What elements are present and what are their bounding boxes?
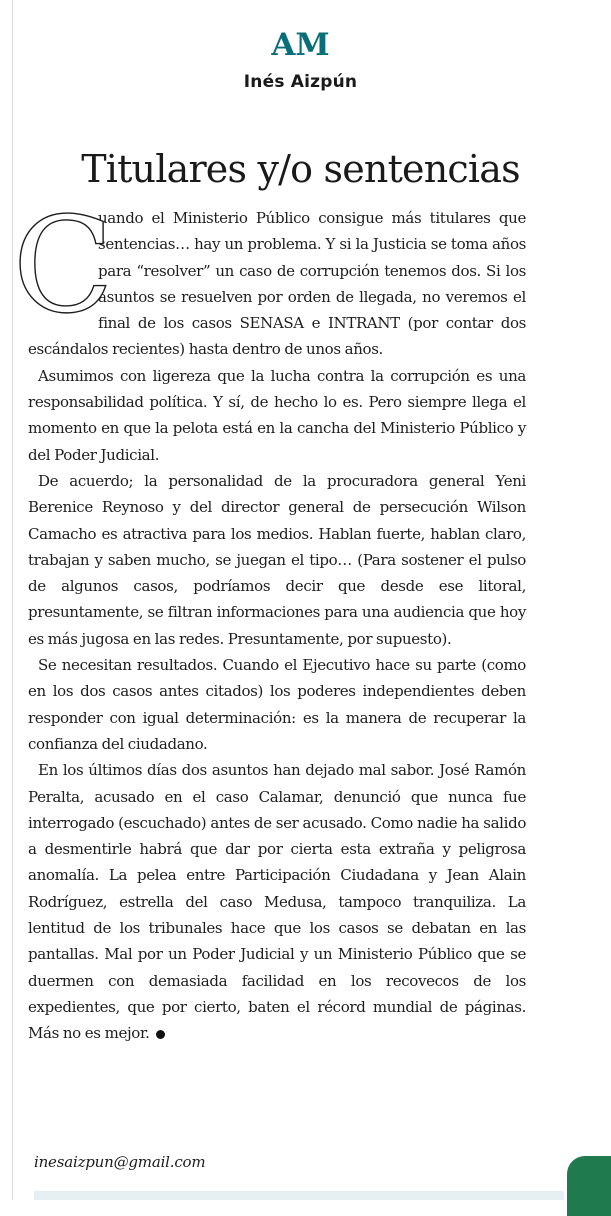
author-name: Inés Aizpún: [243, 72, 358, 92]
dropcap-letter: C: [12, 189, 114, 343]
paragraph-4: Se necesitan resultados. Cuando el Ejecutivo hace su parte (como en los dos casos antes citados) los poderes independientes deben responder con igual determinación: es la manera de recuperar la confianza del ciudadano.: [28, 656, 526, 753]
dropcap: [12, 189, 114, 343]
paragraph-text: uando el Ministerio Público consigue más titulares que sentencias… hay un problema. Y si la Justicia se toma años para “resolver” un caso de corrupción tenemos dos. Si los asuntos se resuelven por orden de llegada, no veremos el final de los casos SENASA e INTRANT (por contar dos escándalos recientes) hasta dentro de unos años.: [28, 209, 526, 359]
masthead: [0, 28, 601, 92]
paragraph-3: De acuerdo; la personalidad de la procuradora general Yeni Berenice Reynoso y del director general de persecución Wilson Camacho es atractiva para los medios. Hablan fuerte, hablan claro, trabajan y saben mucho, se juegan el tipo… (Para sostener el pulso de algunos casos, podríamos decir que desde ese litoral, presuntamente, se filtran informaciones para una audiencia que hoy es más jugosa en las redes. Presuntamente, por supuesto).: [28, 471, 526, 648]
paragraph-1: [12, 189, 526, 363]
corner-badge: [567, 1156, 611, 1216]
author-email[interactable]: inesaizpun@gmail.com: [34, 1153, 206, 1171]
bottom-strip: [34, 1191, 564, 1200]
paragraph-5: [28, 757, 526, 1046]
paragraph-text: En los últimos días dos asuntos han dejado mal sabor. José Ramón Peralta, acusado en el caso Calamar, denunció que nunca fue interrogado (escuchado) antes de ser acusado. Como nadie ha salido a desmentirle habrá que dar por cierta esta extraña y peligrosa anomalía. La pelea entre Participación Ciudadana y Jean Alain Rodríguez, estrella del caso Medusa, tampoco tranquiliza. La lentitud de los tribunales hace que los casos se debatan en las pantallas. Mal por un Poder Judicial y un Ministerio Público que se duermen con demasiada facilidad en los recovecos de los expedientes, que por cierto, baten el récord mundial de páginas. Más no es mejor.: [28, 761, 526, 1043]
article-headline: Titulares y/o sentencias: [81, 147, 520, 192]
paragraph-2: Asumimos con ligereza que la lucha contra la corrupción es una responsabilidad política. Y sí, de hecho lo es. Pero siempre llega el momento en que la pelota está en la cancha del Ministerio Público y del Poder Judicial.: [28, 366, 526, 464]
am-logo: AM: [271, 27, 330, 63]
article-body: [12, 189, 526, 1047]
end-mark-icon: [156, 1030, 165, 1039]
